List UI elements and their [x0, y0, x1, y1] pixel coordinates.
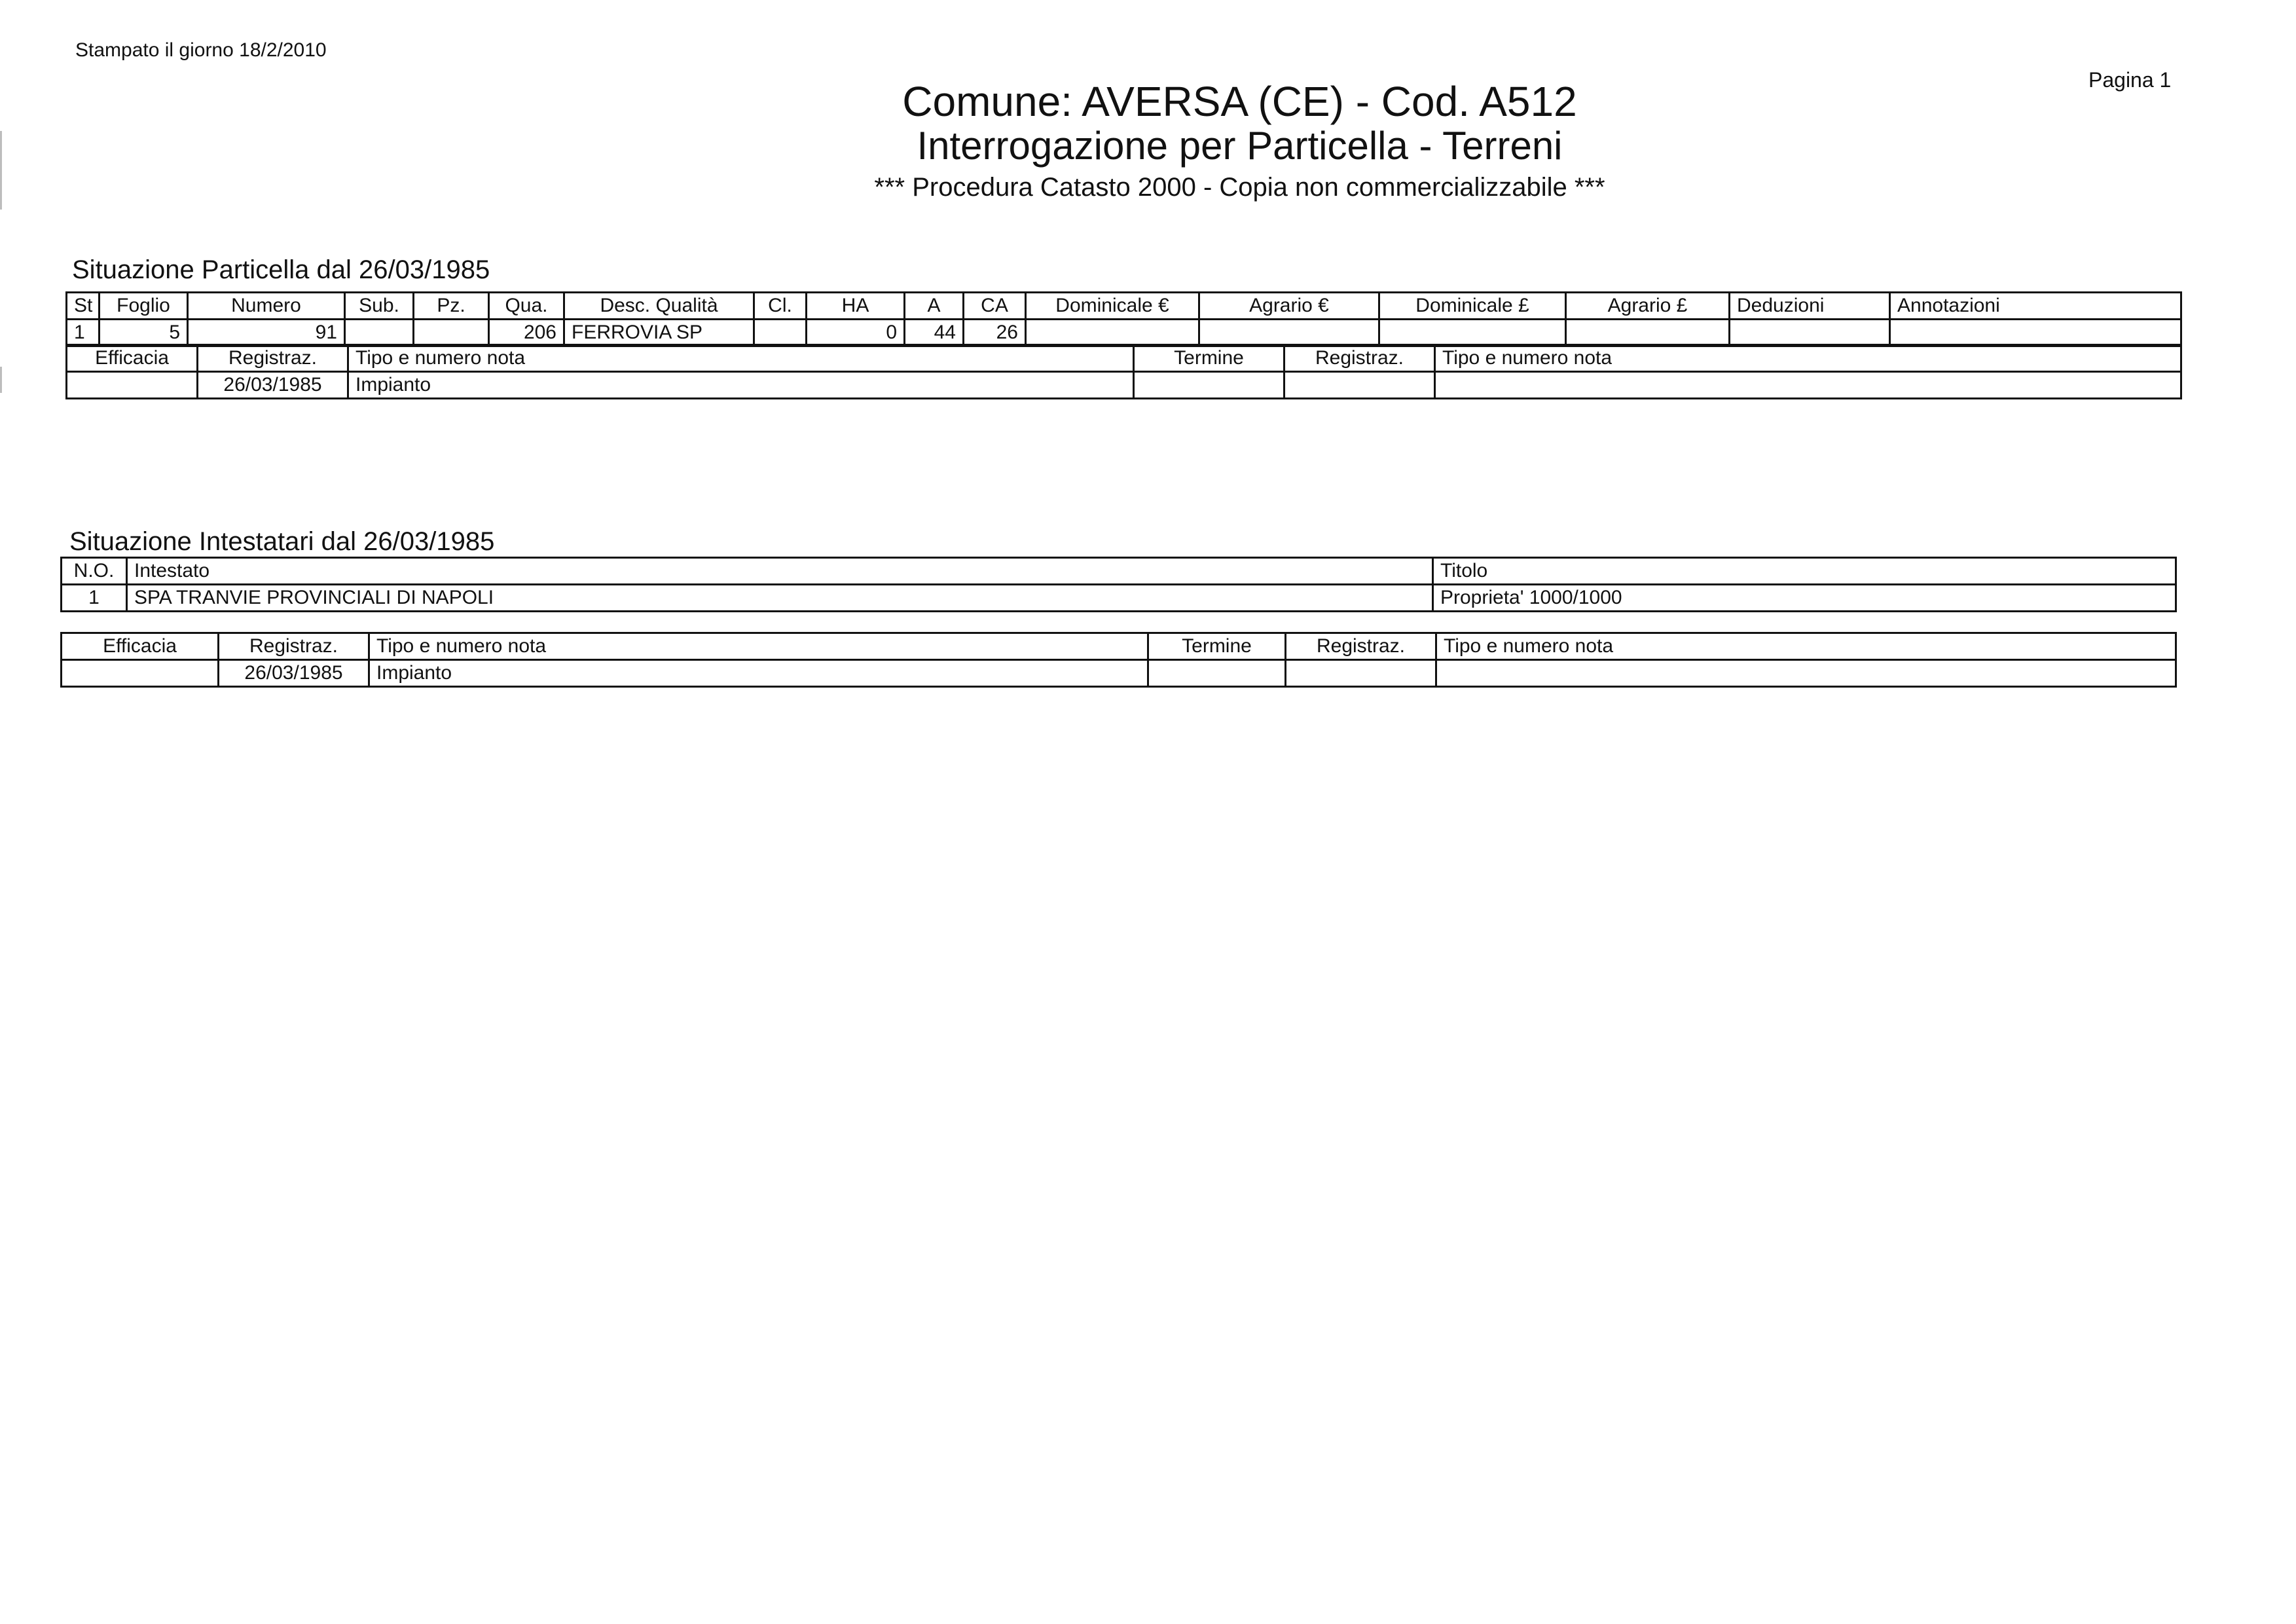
cell-tipo-numero-nota-termine [1436, 660, 2176, 687]
particella-table [65, 291, 2182, 347]
cell-st: 1 [67, 320, 100, 346]
intestatari-table [60, 557, 2177, 612]
col-header-dominicale-eur: Dominicale € [1026, 293, 1199, 320]
col-header-registrazione: Registraz. [198, 345, 348, 372]
cell-dominicale-eur [1026, 320, 1199, 346]
cell-termine [1134, 372, 1285, 399]
cell-cl [754, 320, 807, 346]
col-header-efficacia: Efficacia [67, 345, 198, 372]
col-header-a: A [905, 293, 964, 320]
col-header-dominicale-gbp: Dominicale £ [1379, 293, 1566, 320]
printed-date: Stampato il giorno 18/2/2010 [75, 39, 327, 61]
cell-agrario-gbp [1566, 320, 1730, 346]
col-header-st: St [67, 293, 100, 320]
particella-registration-table [65, 344, 2182, 399]
cell-deduzioni [1730, 320, 1890, 346]
intestatari-registration-header-row [62, 633, 2176, 660]
col-header-desc-qualita: Desc. Qualità [564, 293, 754, 320]
col-header-annotazioni: Annotazioni [1890, 293, 2181, 320]
col-header-intestato: Intestato [127, 558, 1433, 585]
col-header-registrazione-termine: Registraz. [1286, 633, 1436, 660]
cell-foglio: 5 [100, 320, 188, 346]
cell-sub [345, 320, 414, 346]
col-header-tipo-numero-nota-termine: Tipo e numero nota [1436, 633, 2176, 660]
cell-ca: 26 [964, 320, 1026, 346]
col-header-ha: HA [807, 293, 905, 320]
col-header-registrazione-termine: Registraz. [1285, 345, 1435, 372]
particella-section-title: Situazione Particella dal 26/03/1985 [72, 255, 490, 284]
cell-qua: 206 [489, 320, 564, 346]
cell-tipo-numero-nota-termine [1435, 372, 2181, 399]
document-subtitle: Interrogazione per Particella - Terreni [917, 124, 1563, 168]
intestatari-section-title: Situazione Intestatari dal 26/03/1985 [69, 527, 495, 556]
col-header-agrario-eur: Agrario € [1199, 293, 1379, 320]
col-header-pz: Pz. [414, 293, 489, 320]
scan-margin-mark [0, 367, 2, 393]
table-row [67, 320, 2181, 346]
cell-numero: 91 [188, 320, 345, 346]
particella-header-row [67, 293, 2181, 320]
cell-registrazione-termine [1286, 660, 1436, 687]
cell-intestato: SPA TRANVIE PROVINCIALI DI NAPOLI [127, 585, 1433, 612]
intestatari-registration-table [60, 632, 2177, 688]
cell-tipo-numero-nota: Impianto [369, 660, 1148, 687]
col-header-deduzioni: Deduzioni [1730, 293, 1890, 320]
cell-titolo: Proprieta' 1000/1000 [1433, 585, 2176, 612]
col-header-qua: Qua. [489, 293, 564, 320]
cell-agrario-eur [1199, 320, 1379, 346]
page-number: Pagina 1 [2088, 68, 2172, 92]
col-header-tipo-numero-nota: Tipo e numero nota [348, 345, 1134, 372]
col-header-termine: Termine [1148, 633, 1286, 660]
col-header-termine: Termine [1134, 345, 1285, 372]
col-header-ca: CA [964, 293, 1026, 320]
table-row [62, 585, 2176, 612]
col-header-numero: Numero [188, 293, 345, 320]
cell-registrazione-termine [1285, 372, 1435, 399]
col-header-foglio: Foglio [100, 293, 188, 320]
intestatari-header-row [62, 558, 2176, 585]
col-header-tipo-numero-nota-termine: Tipo e numero nota [1435, 345, 2181, 372]
cell-desc-qualita: FERROVIA SP [564, 320, 754, 346]
cell-registrazione: 26/03/1985 [198, 372, 348, 399]
cell-annotazioni [1890, 320, 2181, 346]
document-title: Comune: AVERSA (CE) - Cod. A512 [902, 78, 1577, 125]
cell-a: 44 [905, 320, 964, 346]
col-header-efficacia: Efficacia [62, 633, 219, 660]
col-header-titolo: Titolo [1433, 558, 2176, 585]
cell-pz [414, 320, 489, 346]
cell-termine [1148, 660, 1286, 687]
table-row [67, 372, 2181, 399]
particella-registration-header-row [67, 345, 2181, 372]
col-header-numero-ordine: N.O. [62, 558, 127, 585]
cell-efficacia [62, 660, 219, 687]
cell-ha: 0 [807, 320, 905, 346]
col-header-sub: Sub. [345, 293, 414, 320]
document-procedure-note: *** Procedura Catasto 2000 - Copia non commercializzabile *** [874, 173, 1605, 202]
table-row [62, 660, 2176, 687]
cell-dominicale-gbp [1379, 320, 1566, 346]
cell-tipo-numero-nota: Impianto [348, 372, 1134, 399]
cell-registrazione: 26/03/1985 [219, 660, 369, 687]
col-header-tipo-numero-nota: Tipo e numero nota [369, 633, 1148, 660]
col-header-cl: Cl. [754, 293, 807, 320]
col-header-registrazione: Registraz. [219, 633, 369, 660]
cell-numero-ordine: 1 [62, 585, 127, 612]
col-header-agrario-gbp: Agrario £ [1566, 293, 1730, 320]
cell-efficacia [67, 372, 198, 399]
